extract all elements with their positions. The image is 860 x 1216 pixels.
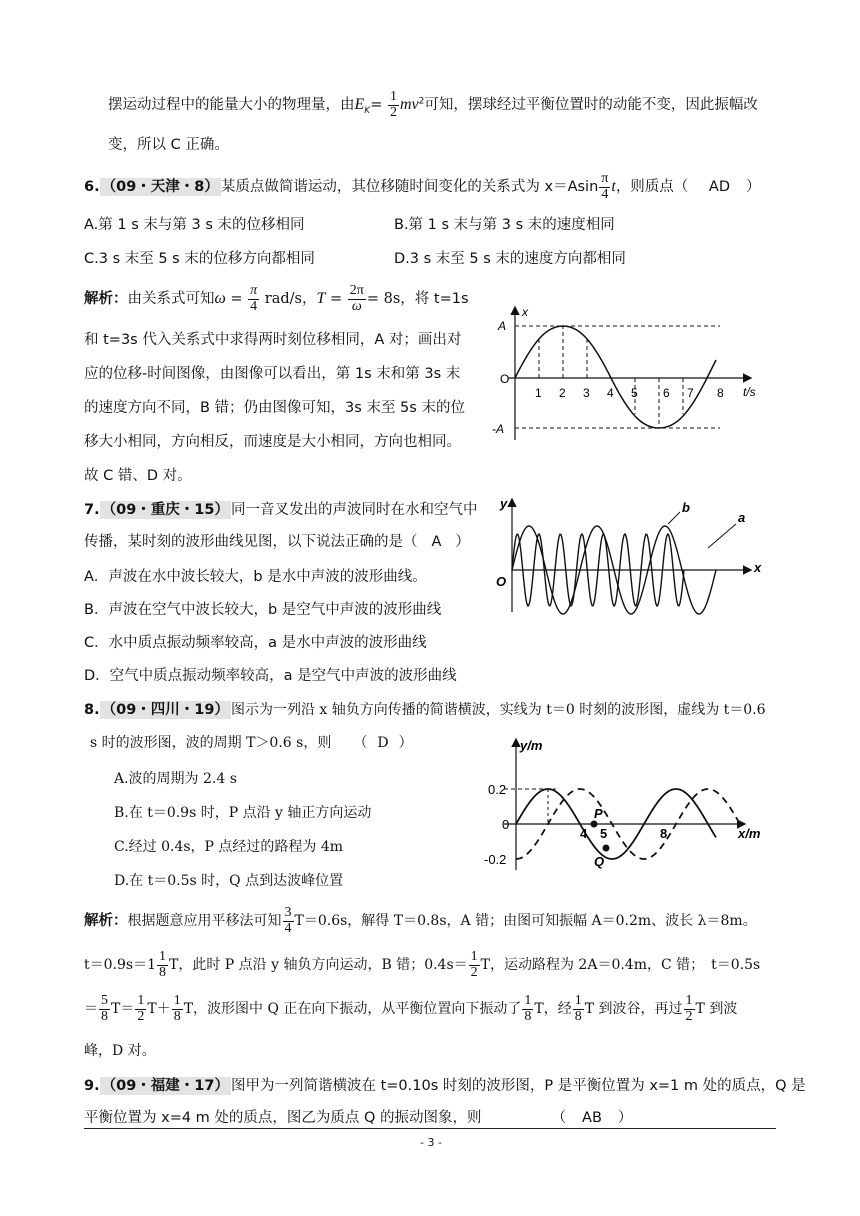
curve-a-label: a	[738, 510, 746, 525]
graph-x-label: t/s	[743, 385, 756, 399]
q8-wave-graph	[476, 734, 776, 874]
footer-rule	[84, 1128, 776, 1129]
point-P	[591, 821, 598, 828]
fraction-pi-over-4: $\frac{\pi}{4}$	[250, 283, 258, 314]
graph-y-label: x	[522, 305, 528, 319]
q6-stem: 6. （09・天津・8） 某质点做简谐运动，其位移随时间变化的关系式为 x＝Asin $\frac{\pi}{4}$ t，则质点（ AD ）	[84, 171, 761, 202]
q6-option-a: A.第 1 s 末与第 3 s 末的位移相同	[84, 217, 305, 233]
q6-option-c: C.3 s 末至 5 s 末的位移方向都相同	[84, 251, 315, 267]
tick-3: 3	[583, 386, 590, 400]
q8-analysis-line-1: 解析：根据题意应用平移法可知 $\frac{3}{4}$ T＝0.6s，解得 T＝0.8s，A 错；由图可知振幅 A＝0.2m、波长 λ＝8m。	[84, 905, 757, 936]
q7-answer: A	[431, 534, 442, 550]
q8-analysis-line-3: ＝ $\frac{5}{8}$ T＝ $\frac{1}{2}$ T＋ $\frac{1}{8}$ T，波形图中 Q 正在向下振动，从平衡位置向下振动了 $\frac{1}{8}$ T，经 $\frac{1}{8}$ T 到波谷，再过 $\frac{1}{2}$ T 到波	[84, 993, 738, 1024]
q6-analysis-line-6: 故 C 错、D 对。	[84, 468, 192, 484]
q6-source-tag: （09・天津・8）	[101, 179, 219, 196]
q8-analysis-line-2: t＝0.9s＝1 $\frac{1}{8}$ T，此时 P 点沿 y 轴负方向运动，B 错；0.4s＝ $\frac{1}{2}$ T，运动路程为 2A＝0.4m，C 错； t＝0.5s	[84, 949, 761, 980]
q6-analysis-line-2: 和 t=3s 代入关系式中求得两时刻位移相同，A 对；画出对	[84, 332, 462, 348]
graph-negA-label: -A	[492, 422, 504, 436]
graph-origin: O	[500, 372, 510, 386]
prev-line-2: 变，所以 C 正确。	[108, 137, 229, 153]
q8-analysis-line-4: 峰，D 对。	[84, 1043, 156, 1059]
q6-option-d: D.3 s 末至 5 s 末的速度方向都相同	[394, 251, 626, 267]
page-number: - 3 -	[420, 1136, 442, 1149]
q7-stem-line-1: 7. （09・重庆・15） 同一音叉发出的声波同时在水和空气中	[84, 502, 478, 518]
prev-line-1: 摆运动过程中的能量大小的物理量，由$E_K=$ $\frac{1}{2}$ $mv^2$可知，摆球经过平衡位置时的动能不变，因此振幅改	[108, 89, 758, 120]
q9-answer: AB	[582, 1110, 602, 1126]
q7-wave-graph	[490, 494, 780, 616]
q6-analysis-line-1: 解析：由关系式可知ω = $\frac{\pi}{4}$ rad/s，T = $\frac{2\pi}{\omega}$ = 8s，将 t=1s	[84, 283, 469, 314]
q7-option-a: A．声波在水中波长较大，b 是水中声波的波形曲线。	[84, 569, 427, 585]
tick-5: 5	[631, 386, 638, 400]
label-a-pointer	[708, 524, 736, 548]
q6-analysis-line-5: 移大小相同，方向相反，而速度是大小相同，方向也相同。	[84, 434, 461, 450]
q6-analysis-line-3: 应的位移-时间图像，由图像可以看出，第 1s 末和第 3s 末	[84, 366, 461, 382]
sine-curve	[515, 326, 716, 428]
q6-analysis-line-4: 的速度方向不同，B 错；仍由图像可知，3s 末至 5s 末的位	[84, 400, 465, 416]
tick-1: 1	[535, 386, 542, 400]
fraction-pi-over-4: $\frac{\pi}{4}$	[601, 171, 609, 202]
x-label: x	[754, 560, 762, 575]
q8-source-tag: （09・四川・19）	[101, 702, 229, 718]
q9-source-tag: （09・福建・17）	[101, 1078, 229, 1094]
tick-6: 6	[663, 386, 670, 400]
q8-stem-line-1: 8. （09・四川・19） 图示为一列沿 x 轴负方向传播的简谐横波，实线为 t＝0 时刻的波形图，虚线为 t＝0.6	[84, 702, 766, 718]
q7-option-d: D．空气中质点振动频率较高，a 是空气中声波的波形曲线	[84, 668, 457, 684]
tick-8: 8	[660, 826, 668, 841]
q8-option-b: B.在 t＝0.9s 时，P 点沿 y 轴正方向运动	[114, 805, 372, 821]
label-neg-0.2: -0.2	[484, 852, 507, 867]
x-axis-label: x/m	[738, 826, 761, 841]
tick-7: 7	[687, 386, 694, 400]
q7-option-c: C．水中质点振动频率较高，a 是水中声波的波形曲线	[84, 635, 427, 651]
curve-b-label: b	[682, 500, 690, 515]
tick-5: 5	[600, 826, 608, 841]
q8-stem-line-2: s 时的波形图，波的周期 T＞0.6 s，则 （ D ）	[90, 735, 413, 751]
tick-8: 8	[717, 386, 724, 400]
fraction-2pi-over-omega: $\frac{2\pi}{\omega}$	[349, 283, 364, 314]
tick-2: 2	[559, 386, 566, 400]
q7-stem-line-2: 传播，某时刻的波形曲线见图，以下说法正确的是（ A ）	[84, 534, 470, 550]
q9-stem-line-1: 9. （09・福建・17） 图甲为一列简谐横波在 t=0.10s 时刻的波形图，P 是平衡位置为 x=1 m 处的质点，Q 是	[84, 1078, 806, 1094]
graph-A-label: A	[498, 319, 507, 333]
tick-4: 4	[607, 386, 614, 400]
tick-4: 4	[580, 826, 588, 841]
label-Q: Q	[594, 854, 605, 869]
y-axis-label: y/m	[520, 738, 543, 753]
q8-option-a: A.波的周期为 2.4 s	[114, 771, 237, 787]
label-origin: 0	[502, 817, 510, 832]
q8-option-d: D.在 t＝0.5s 时，Q 点到达波峰位置	[114, 873, 344, 889]
q6-answer: AD	[708, 179, 731, 196]
q8-option-c: C.经过 0.4s，P 点经过的路程为 4m	[114, 839, 344, 855]
q7-option-b: B．声波在空气中波长较大，b 是空气中声波的波形曲线	[84, 602, 442, 618]
origin-label: O	[496, 574, 507, 589]
q6-option-b: B.第 1 s 末与第 3 s 末的速度相同	[394, 217, 615, 233]
q7-source-tag: （09・重庆・15）	[101, 502, 229, 518]
label-P: P	[594, 806, 603, 821]
q8-answer: D	[377, 735, 389, 751]
label-0.2: 0.2	[488, 782, 507, 797]
point-Q	[603, 845, 610, 852]
y-label: y	[500, 496, 508, 511]
q6-sine-graph	[488, 300, 778, 450]
label-b-pointer	[668, 512, 680, 524]
fraction-half: $\frac{1}{2}$	[389, 89, 397, 120]
q9-stem-line-2: 平衡位置为 x=4 m 处的质点，图乙为质点 Q 的振动图象，则 （ AB ）	[84, 1110, 633, 1126]
